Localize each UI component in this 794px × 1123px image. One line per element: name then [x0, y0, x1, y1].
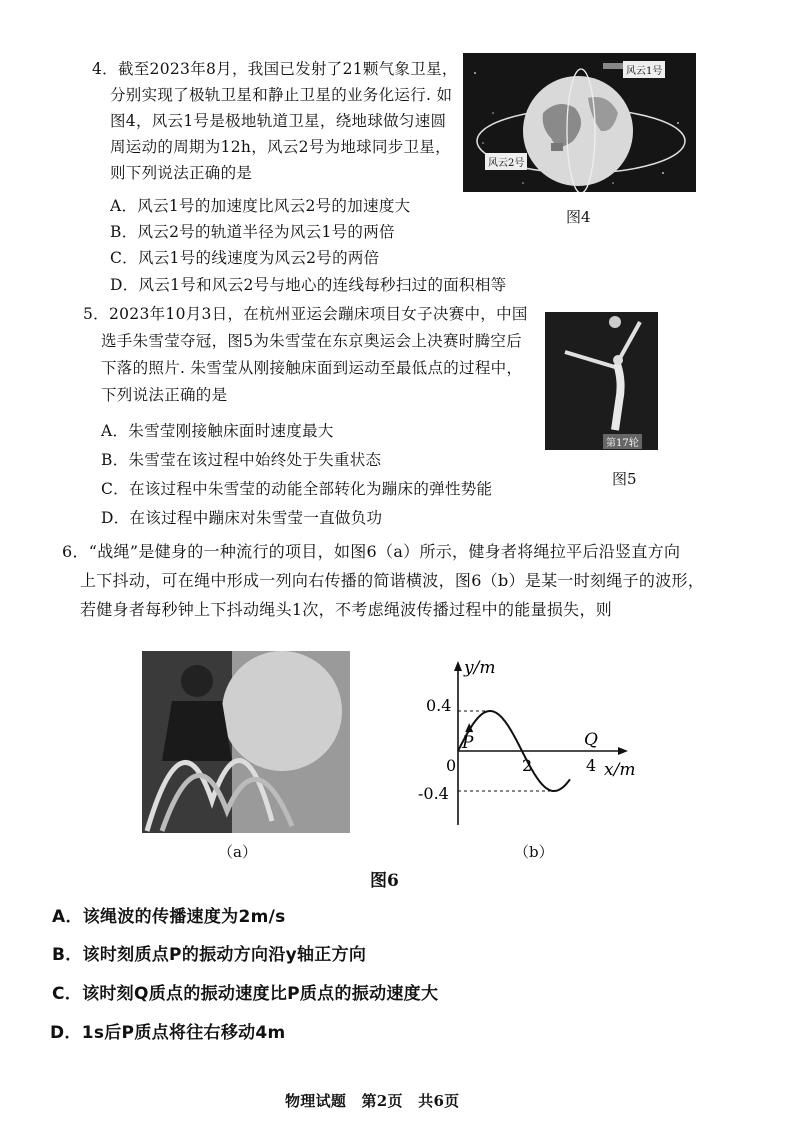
figure-6b-caption: （b） [514, 843, 554, 861]
origin-label: 0 [446, 756, 457, 775]
figure-6a-photo [142, 651, 350, 833]
q5-option-b: B．朱雪莹在该过程中始终处于失重状态 [101, 451, 382, 469]
y-tick-bottom: -0.4 [418, 784, 449, 803]
q4-option-b: B．风云2号的轨道半径为风云1号的两倍 [110, 223, 395, 241]
q4-line-2: 分别实现了极轨卫星和静止卫星的业务化运行. 如 [110, 86, 453, 104]
q5-option-a: A．朱雪莹刚接触床面时速度最大 [101, 422, 334, 440]
q5-line-1: 5．2023年10月3日，在杭州亚运会蹦床项目女子决赛中，中国 [83, 305, 528, 323]
athlete-illustration [545, 312, 658, 450]
q5-option-c: C．在该过程中朱雪莹的动能全部转化为蹦床的弹性势能 [101, 480, 493, 498]
q6-line-2: 上下抖动，可在绳中形成一列向右传播的简谐横波，图6（b）是某一时刻绳子的波形， [80, 571, 705, 590]
y-axis-arrow [454, 661, 462, 671]
figure-5-photo [545, 312, 658, 450]
q5-option-d: D．在该过程中蹦床对朱雪莹一直做负功 [101, 509, 383, 527]
x-axis-label: x/m [604, 760, 636, 780]
x-axis-arrow [618, 747, 628, 755]
q4-line-4: 周运动的周期为12h，风云2号为地球同步卫星， [110, 138, 451, 156]
q5-line-3: 下落的照片. 朱雪莹从刚接触床面到运动至最低点的过程中， [101, 359, 523, 377]
wave-graph [400, 655, 640, 845]
q5-line-4: 下列说法正确的是 [101, 386, 228, 404]
y-axis-label: y/m [464, 658, 496, 678]
label-fengyun-2: 风云2号 [485, 153, 527, 170]
q6-line-1: 6．“战绳”是健身的一种流行的项目，如图6（a）所示，健身者将绳拉平后沿竖直方向 [62, 542, 681, 561]
figure-6a-caption: （a） [218, 843, 257, 861]
point-p-label: P [462, 733, 474, 753]
figure-5-caption: 图5 [612, 470, 637, 488]
q6-option-d: D．1s后P质点将往右移动4m [50, 1023, 286, 1043]
figure-4-photo [463, 53, 696, 192]
figure-4-caption: 图4 [566, 208, 591, 226]
page-footer: 物理试题 第2页 共6页 [285, 1092, 460, 1110]
point-q-label: Q [584, 730, 598, 750]
photo-overlay-text: 第17轮 [603, 434, 642, 449]
label-fengyun-1: 风云1号 [623, 61, 665, 78]
q6-option-b: B．该时刻质点P的振动方向沿y轴正方向 [52, 945, 367, 965]
q4-line-1: 4．截至2023年8月，我国已发射了21颗气象卫星， [92, 60, 458, 78]
q6-option-a: A．该绳波的传播速度为2m/s [52, 907, 286, 927]
q6-option-c: C．该时刻Q质点的振动速度比P质点的振动速度大 [52, 984, 439, 1004]
q4-option-c: C．风云1号的线速度为风云2号的两倍 [110, 249, 380, 267]
q6-line-3: 若健身者每秒钟上下抖动绳头1次，不考虑绳波传播过程中的能量损失，则 [80, 600, 613, 619]
figure-6-caption: 图6 [370, 871, 399, 891]
q5-line-2: 选手朱雪莹夺冠，图5为朱雪莹在东京奥运会上决赛时腾空后 [101, 332, 522, 350]
q4-line-3: 图4，风云1号是极地轨道卫星，绕地球做匀速圆 [110, 112, 447, 130]
q4-line-5: 则下列说法正确的是 [110, 164, 253, 182]
y-tick-top: 0.4 [426, 696, 452, 715]
q4-option-a: A．风云1号的加速度比风云2号的加速度大 [110, 197, 411, 215]
battle-rope-illustration [142, 651, 350, 833]
x-tick-2: 2 [522, 756, 533, 775]
x-tick-4: 4 [586, 756, 597, 775]
q4-option-d: D．风云1号和风云2号与地心的连线每秒扫过的面积相等 [110, 276, 507, 294]
